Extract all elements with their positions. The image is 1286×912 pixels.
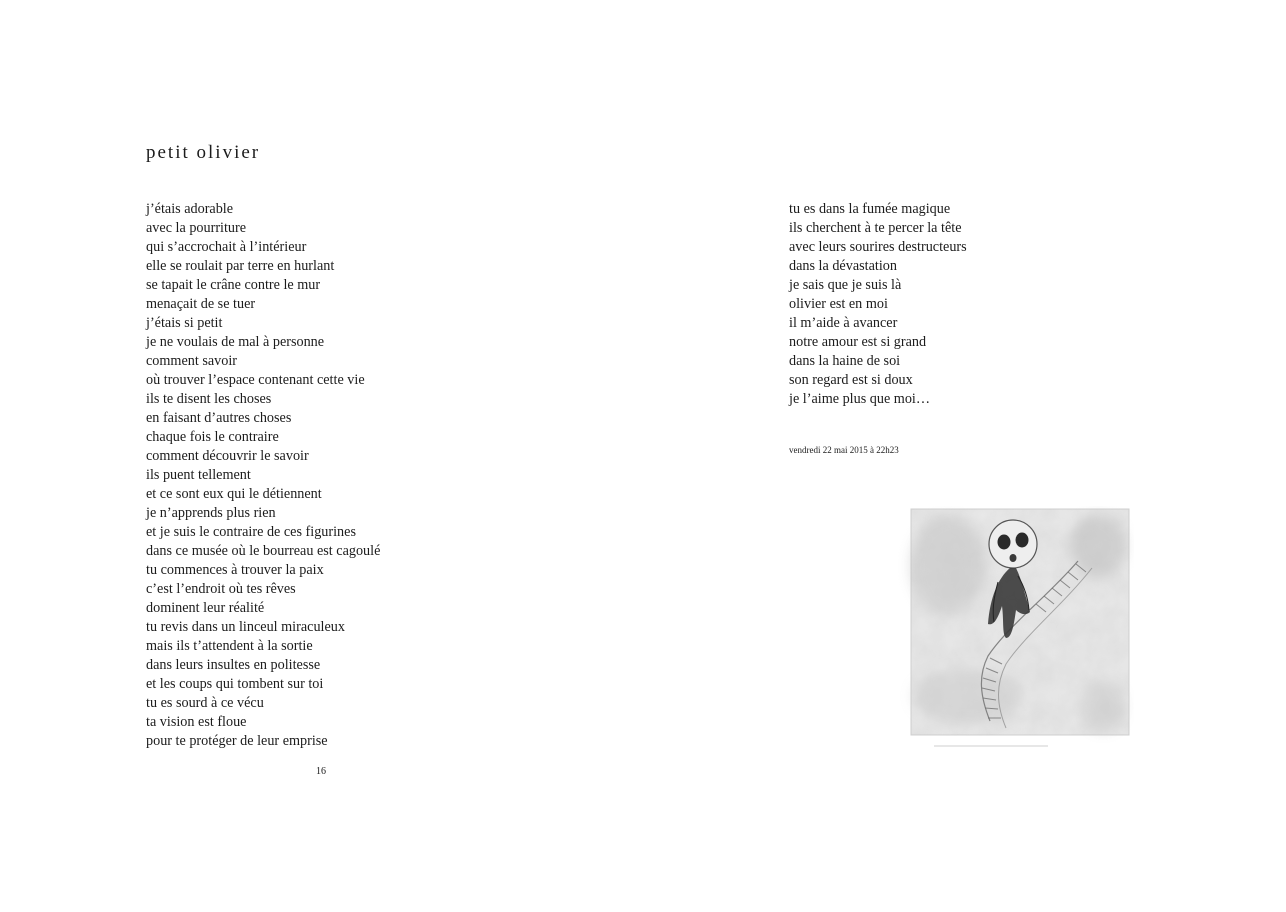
poem-right-line: il m’aide à avancer <box>789 315 898 331</box>
poem-right-line: je sais que je suis là <box>789 277 902 293</box>
poem-left-line: se tapait le crâne contre le mur <box>146 277 321 293</box>
poem-right-line: je l’aime plus que moi… <box>789 391 931 407</box>
poem-right-line: notre amour est si grand <box>789 334 927 350</box>
poem-left-line: ils te disent les choses <box>146 391 272 407</box>
poem-left-line: comment savoir <box>146 353 238 369</box>
poem-left-line: et ce sont eux qui le détiennent <box>146 486 322 502</box>
poem-left-line: pour te protéger de leur emprise <box>146 733 328 749</box>
poem-right-line: dans la haine de soi <box>789 353 901 369</box>
poem-left-line: en faisant d’autres choses <box>146 410 292 426</box>
illustration <box>898 506 1134 752</box>
poem-right-line: ils cherchent à te percer la tête <box>789 220 962 236</box>
poem-left-line: tu commences à trouver la paix <box>146 562 324 578</box>
poem-left-line: dans leurs insultes en politesse <box>146 657 321 673</box>
poem-right-line: dans la dévastation <box>789 258 897 274</box>
poem-right-line: son regard est si doux <box>789 372 913 388</box>
poem-left-line: où trouver l’espace contenant cette vie <box>146 372 365 388</box>
poem-left-line: menaçait de se tuer <box>146 296 256 312</box>
poem-left-line: elle se roulait par terre en hurlant <box>146 258 335 274</box>
poem-left-line: tu es sourd à ce vécu <box>146 695 264 711</box>
poem-left-line: chaque fois le contraire <box>146 429 279 445</box>
poem-left-line: je n’apprends plus rien <box>146 505 276 521</box>
poem-left-line: comment découvrir le savoir <box>146 448 309 464</box>
poem-right-line: tu es dans la fumée magique <box>789 201 951 217</box>
poem-title: petit olivier <box>146 142 261 163</box>
poem-left-line: et les coups qui tombent sur toi <box>146 676 324 692</box>
poem-left-line: je ne voulais de mal à personne <box>146 334 325 350</box>
poem-left-line: tu revis dans un linceul miraculeux <box>146 619 345 635</box>
poem-dateline: vendredi 22 mai 2015 à 22h23 <box>789 445 899 455</box>
poem-left-line: c’est l’endroit où tes rêves <box>146 581 296 597</box>
poem-left-line: mais ils t’attendent à la sortie <box>146 638 313 654</box>
poem-left-line: ta vision est floue <box>146 714 247 730</box>
poem-right-line: avec leurs sourires destructeurs <box>789 239 967 255</box>
poem-right-column <box>789 200 967 409</box>
poem-left-line: ils puent tellement <box>146 467 251 483</box>
poem-left-line: dominent leur réalité <box>146 600 265 616</box>
poem-left-line: j’étais si petit <box>146 315 223 331</box>
poem-left-line: avec la pourriture <box>146 220 247 236</box>
poem-left-column <box>146 200 380 751</box>
poem-left-line: et je suis le contraire de ces figurines <box>146 524 356 540</box>
page-number: 16 <box>316 766 326 777</box>
pencil-drawing-figure-icon <box>898 506 1134 752</box>
poem-left-line: qui s’accrochait à l’intérieur <box>146 239 307 255</box>
poem-right-line: olivier est en moi <box>789 296 888 312</box>
poem-left-line: dans ce musée où le bourreau est cagoulé <box>146 543 381 559</box>
poem-left-line: j’étais adorable <box>146 201 234 217</box>
